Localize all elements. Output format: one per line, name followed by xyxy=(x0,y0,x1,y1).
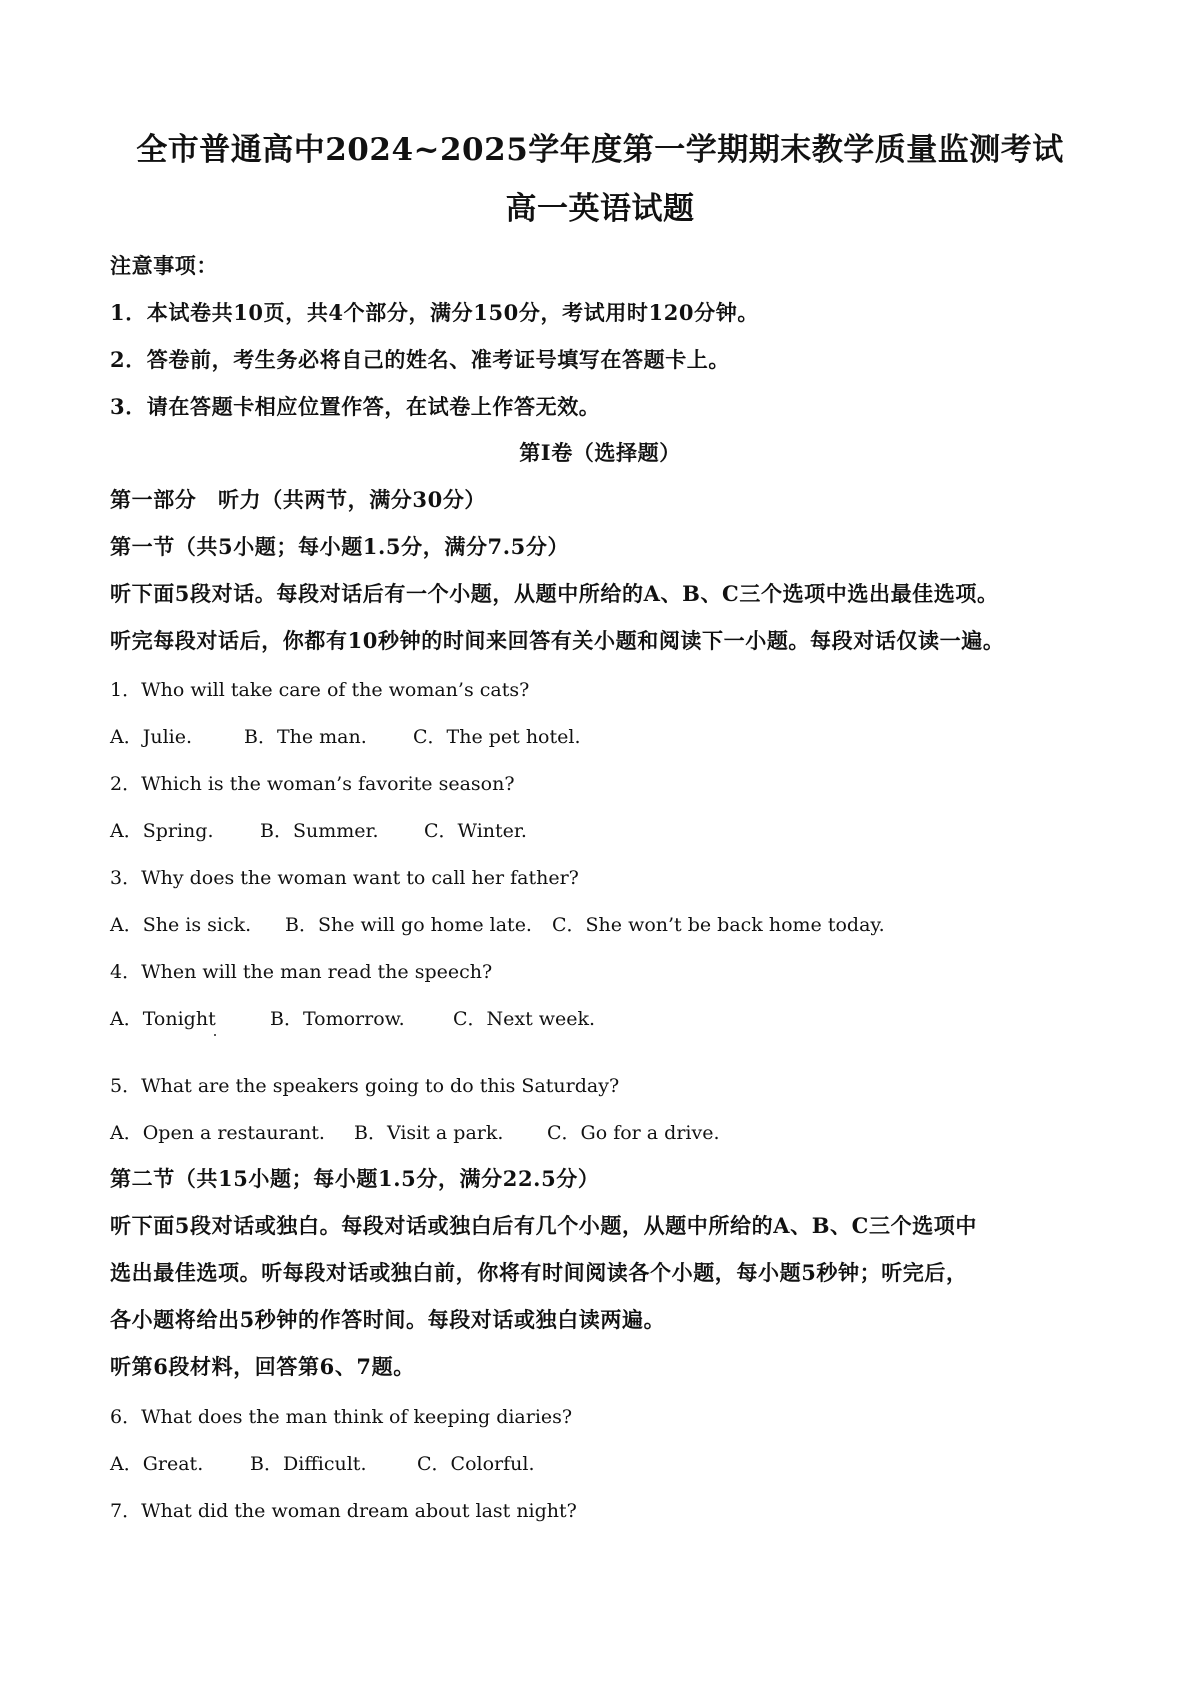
exam-subtitle: 高一英语试题 xyxy=(505,191,695,227)
notice-item: 2．答卷前，考生务必将自己的姓名、准考证号填写在答题卡上。 xyxy=(110,347,731,372)
question-text: 1．Who will take care of the woman’s cats? xyxy=(110,679,530,701)
question-options xyxy=(110,1004,595,1031)
question-options xyxy=(110,722,580,749)
question-options xyxy=(110,1449,535,1476)
section-instructions: 各小题将给出5秒钟的作答时间。每段对话或独白读两遍。 xyxy=(110,1307,666,1332)
option-c: C．Next week. xyxy=(453,1008,596,1030)
section-heading: 第一节（共5小题；每小题1.5分，满分7.5分） xyxy=(110,534,570,559)
option-c: C．Go for a drive. xyxy=(547,1122,720,1144)
option-a: A．She is sick. xyxy=(110,914,252,936)
notice-item: 1．本试卷共10页，共4个部分，满分150分，考试用时120分钟。 xyxy=(110,300,759,325)
question-options xyxy=(110,816,527,843)
section-instructions: 听下面5段对话或独白。每段对话或独白后有几个小题，从题中所给的A、B、C三个选项中 xyxy=(110,1213,977,1238)
notice-heading: 注意事项： xyxy=(110,253,218,278)
option-c: C．She won’t be back home today. xyxy=(552,914,885,936)
question-options xyxy=(110,910,885,937)
section-instructions: 听下面5段对话。每段对话后有一个小题，从题中所给的A、B、C三个选项中选出最佳选项。 xyxy=(110,581,999,606)
option-a: A．Spring. xyxy=(110,820,214,842)
option-b: B．Tomorrow. xyxy=(270,1008,405,1030)
question-text: 4．When will the man read the speech? xyxy=(110,961,493,983)
question-text: 2．Which is the woman’s favorite season? xyxy=(110,773,515,795)
option-a: A．Open a restaurant. xyxy=(110,1122,325,1144)
option-a: A．Great. xyxy=(110,1453,204,1475)
question-text: 5．What are the speakers going to do this Saturday? xyxy=(110,1075,620,1097)
section-instructions: 选出最佳选项。听每段对话或独白前，你将有时间阅读各个小题，每小题5秒钟；听完后， xyxy=(110,1260,968,1285)
volume-title: 第I卷（选择题） xyxy=(519,440,681,465)
section-instructions: 听完每段对话后，你都有10秒钟的时间来回答有关小题和阅读下一小题。每段对话仅读一遍。 xyxy=(110,628,1005,653)
notice-item: 3．请在答题卡相应位置作答，在试卷上作答无效。 xyxy=(110,394,601,419)
option-b: B．Difficult. xyxy=(250,1453,367,1475)
option-b: B．She will go home late. xyxy=(285,914,532,936)
option-b: B．The man. xyxy=(244,726,367,748)
material-note: 听第6段材料，回答第6、7题。 xyxy=(110,1354,415,1379)
question-text: 6．What does the man think of keeping diaries? xyxy=(110,1406,573,1428)
option-b: B．Visit a park. xyxy=(354,1122,504,1144)
option-c: C．Colorful. xyxy=(417,1453,535,1475)
option-a: A．Julie. xyxy=(110,726,193,748)
question-text: 3．Why does the woman want to call her father? xyxy=(110,867,579,889)
option-c: C．The pet hotel. xyxy=(413,726,581,748)
question-options xyxy=(110,1118,720,1145)
part-heading: 第一部分 听力（共两节，满分30分） xyxy=(110,487,487,512)
exam-title: 全市普通高中2024~2025学年度第一学期期末教学质量监测考试 xyxy=(136,132,1064,168)
option-a: A．Tonight xyxy=(110,1008,216,1030)
option-c: C．Winter. xyxy=(424,820,527,842)
option-b: B．Summer. xyxy=(260,820,379,842)
section-heading: 第二节（共15小题；每小题1.5分，满分22.5分） xyxy=(110,1166,600,1191)
stray-dot xyxy=(214,1034,216,1036)
question-text: 7．What did the woman dream about last night? xyxy=(110,1500,577,1522)
